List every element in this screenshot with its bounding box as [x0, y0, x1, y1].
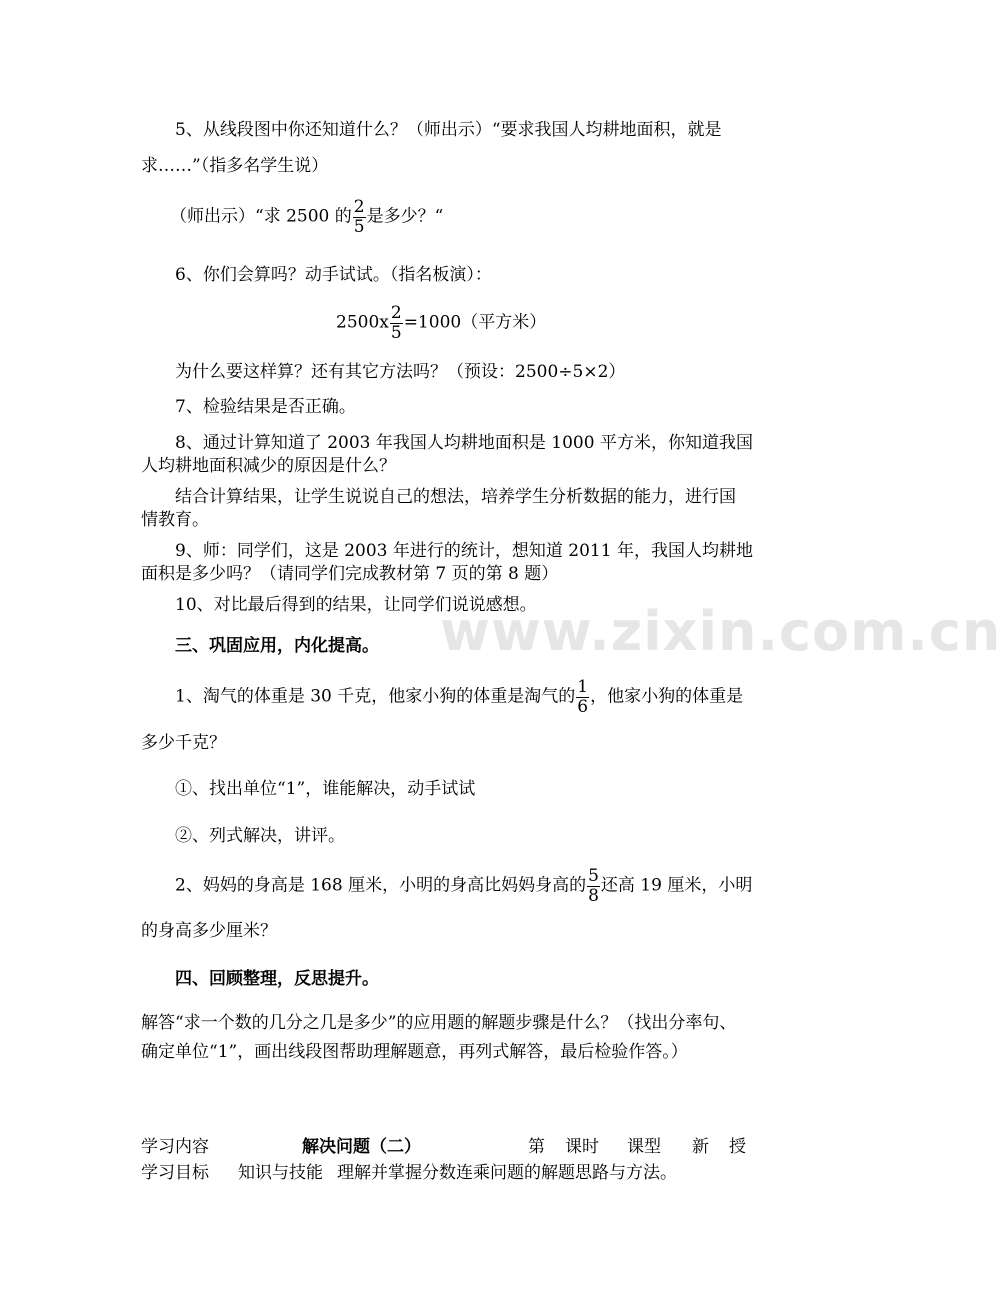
p1-post: ，他家小狗的体重是	[590, 686, 744, 707]
q9-line2: 面积是多少吗？（请同学们完成教材第 7 页的第 8 题）	[141, 564, 559, 584]
q8-line2: 人均耕地面积减少的原因是什么？	[141, 456, 396, 476]
calc-pre: 2500x	[336, 312, 389, 333]
problem2-line1	[175, 867, 779, 905]
type-value-2: 授	[729, 1137, 746, 1157]
summary-line2: 确定单位“1”，画出线段图帮助理解题意，再列式解答，最后检验作答。）	[141, 1042, 688, 1062]
label-goal: 学习目标	[141, 1163, 209, 1183]
q9-line1: 9、师：同学们，这是 2003 年进行的统计，想知道 2011 年，我国人均耕地	[175, 541, 753, 561]
calculation	[336, 304, 779, 342]
step1: ①、找出单位“1”，谁能解决，动手试试	[175, 779, 476, 799]
combine-line1: 结合计算结果，让学生说说自己的想法，培养学生分析数据的能力，进行国	[175, 487, 736, 507]
fraction-denominator: 8	[588, 885, 599, 906]
q5-line1: 5、从线段图中你还知道什么？（师出示）“要求我国人均耕地面积，就是	[175, 120, 722, 140]
goal-text: 理解并掌握分数连乘问题的解题思路与方法。	[337, 1163, 677, 1183]
q5-show-pre: （师出示）“求 2500 的	[170, 206, 352, 227]
q5-line2: 求……”（指多名学生说）	[141, 156, 329, 176]
problem1-line2: 多少千克？	[141, 733, 226, 753]
q10: 10、对比最后得到的结果，让同学们说说感想。	[175, 595, 537, 615]
fraction-numerator: 5	[588, 866, 599, 886]
problem2-line2: 的身高多少厘米？	[141, 921, 277, 941]
fraction-2-5	[353, 198, 366, 236]
section3-heading: 三、巩固应用，内化提高。	[175, 636, 379, 656]
combine-line2: 情教育。	[141, 510, 209, 530]
type-label: 课型	[627, 1137, 661, 1157]
lesson-suffix: 课时	[565, 1137, 599, 1157]
watermark: www.zixin.com.cn	[440, 600, 1001, 663]
q8-line1: 8、通过计算知道了 2003 年我国人均耕地面积是 1000 平方米，你知道我国	[175, 433, 753, 453]
q7: 7、检验结果是否正确。	[175, 397, 356, 417]
problem1-line1	[175, 678, 779, 716]
fraction-denominator: 6	[577, 696, 589, 717]
fraction-denominator: 5	[390, 322, 402, 343]
p2-pre: 2、妈妈的身高是 168 厘米，小明的身高比妈妈身高的	[175, 875, 587, 896]
step2: ②、列式解决，讲评。	[175, 826, 345, 846]
q5-show-post: 是多少？“	[366, 206, 444, 227]
fraction-5-8	[587, 867, 600, 905]
fraction-numerator: 2	[353, 197, 365, 217]
label-content: 学习内容	[141, 1137, 209, 1157]
p1-pre: 1、淘气的体重是 30 千克，他家小狗的体重是淘气的	[175, 686, 576, 707]
fraction-1-6	[576, 678, 589, 716]
lesson-title: 解决问题（二）	[302, 1137, 421, 1157]
type-value-1: 新	[692, 1137, 709, 1157]
summary-line1: 解答“求一个数的几分之几是多少”的应用题的解题步骤是什么？（找出分率句、	[141, 1013, 737, 1033]
why-question: 为什么要这样算？还有其它方法吗？（预设：2500÷5×2）	[175, 362, 626, 382]
fraction-numerator: 1	[577, 677, 589, 697]
fraction-numerator: 2	[390, 303, 402, 323]
q5-teacher-show	[170, 198, 779, 236]
lesson-number-label: 第	[528, 1137, 545, 1157]
section4-heading: 四、回顾整理，反思提升。	[175, 969, 379, 989]
q6: 6、你们会算吗？动手试试。（指名板演）：	[175, 265, 492, 285]
calc-fraction	[390, 304, 403, 342]
goal-category: 知识与技能	[238, 1163, 323, 1183]
calc-post: =1000（平方米）	[403, 312, 547, 333]
fraction-denominator: 5	[353, 216, 365, 237]
p2-post: 还高 19 厘米，小明	[600, 875, 753, 896]
